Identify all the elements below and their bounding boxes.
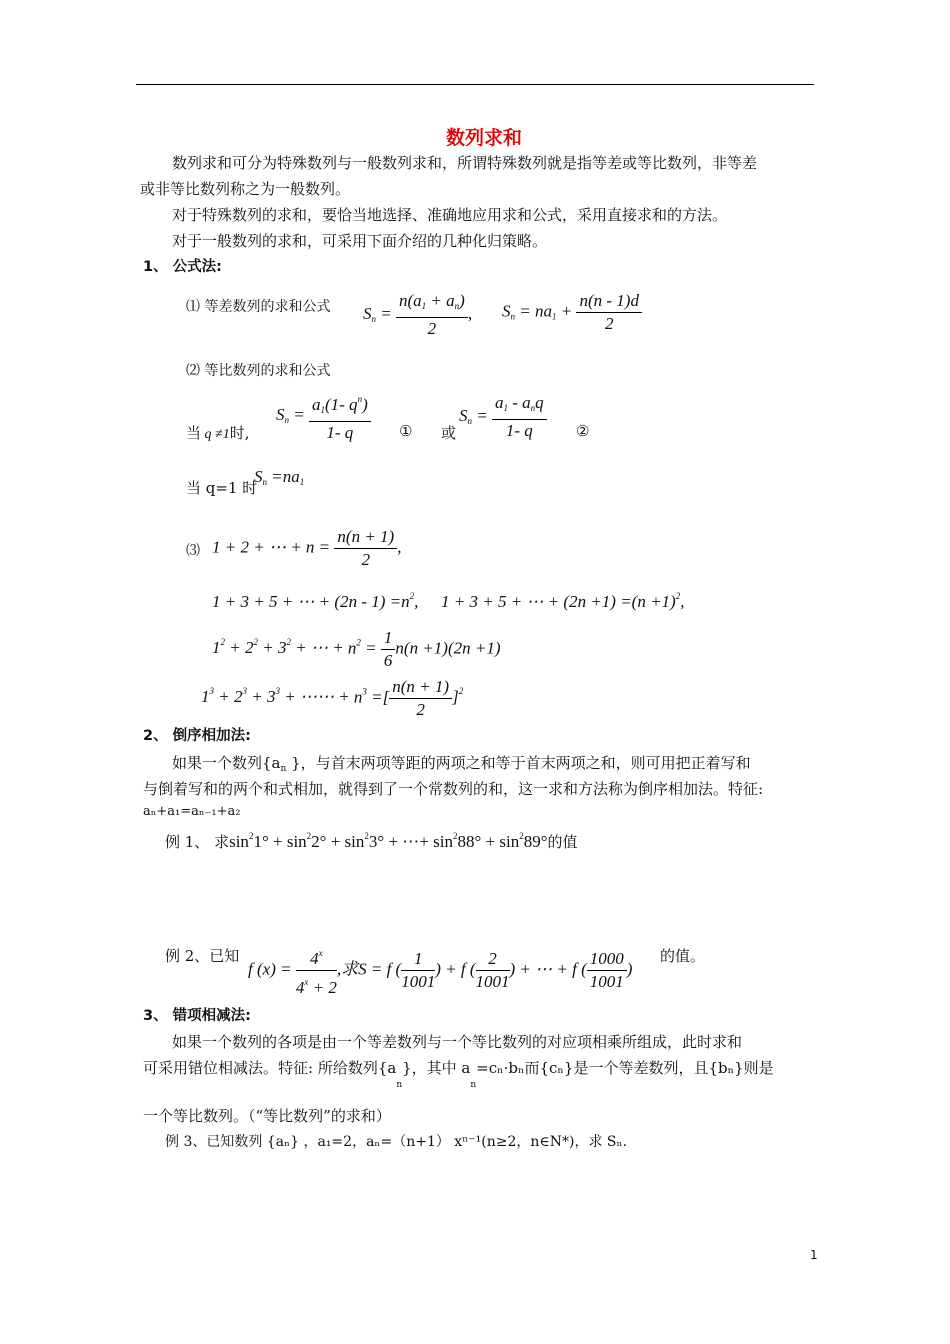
example-2-formula: f (x) = $\frac{4^x}{4^x + 2}$ ,求S = f ( $\frac{1}{1001}$ ) + f ( $\frac{2}{1001}$ ) + ⋯ + f ( $\frac{1000}{1001}$ ) bbox=[248, 942, 632, 999]
sum-of-squares-formula: $1^2 + 2^2 + 3^2$ + ⋯ + $n^2$ = $\frac{1}{6}$ n(n +1)(2n +1) bbox=[212, 628, 501, 670]
formula-mark-2: ② bbox=[576, 422, 590, 440]
arithmetic-sum-formula-1: $S_n$ = $\frac{n(a_1 + a_n)}{2}$ , bbox=[363, 291, 473, 338]
page-number: 1 bbox=[810, 1248, 818, 1262]
section-1-heading: 1、 公式法: bbox=[143, 259, 222, 275]
arithmetic-sum-label: ⑴ 等差数列的求和公式 bbox=[186, 299, 331, 315]
or-word: 或 bbox=[441, 424, 457, 442]
geometric-sum-q1-formula: $S_n =na_1$ bbox=[254, 467, 305, 487]
example-3: 例 3、已知数列 {aₙ} ，a₁=2，aₙ=（n+1） xⁿ⁻¹(n≥2，n∈N*)，求 Sₙ. bbox=[165, 1134, 628, 1150]
staggered-subtract-paragraph-line-3: 一个等比数列。（“等比数列”的求和） bbox=[143, 1107, 391, 1125]
arithmetic-sum-formula-2: $S_n = na_1$ + $\frac{n(n - 1)d}{2}$ bbox=[502, 290, 642, 335]
reverse-add-paragraph-line-1: 如果一个数列{$a_n$ }，与首末两项等距的两项之和等于首末两项之和，则可用把正着写和 bbox=[172, 754, 751, 774]
sum-of-cubes-formula: $1^3 + 2^3 + 3^3$ + ⋯⋯ + $n^3$ =[ $\frac{n(n + 1)}{2}$ ]$^2$ bbox=[201, 677, 464, 719]
intro-line-1: 数列求和可分为特殊数列与一般数列求和，所谓特殊数列就是指等差或等比数列，非等差 bbox=[172, 154, 758, 172]
example-2-label: 例 2、已知 bbox=[165, 947, 240, 965]
general-sequence-note: 对于一般数列的求和，可采用下面介绍的几种化归策略。 bbox=[172, 232, 548, 250]
intro-line-2: 或非等比数列称之为一般数列。 bbox=[140, 180, 351, 198]
special-sums-label: ⑶ bbox=[186, 543, 200, 559]
header-rule bbox=[136, 84, 814, 85]
sum-of-naturals-formula: 1 + 2 + ⋯ + n = $\frac{n(n + 1)}{2}$ , bbox=[212, 527, 402, 569]
geometric-sum-formula-1: $S_n$ = $\frac{a_1(1- q^n)}{1- q}$ bbox=[276, 388, 371, 444]
sum-of-odds-plus-formula: 1 + 3 + 5 + ⋯ + $(2n +1) =(n +1)^2$, bbox=[441, 591, 685, 611]
section-3-heading: 3、 错项相减法: bbox=[143, 1008, 251, 1024]
staggered-subtract-paragraph-line-1: 如果一个数列的各项是由一个等差数列与一个等比数列的对应项相乘所组成，此时求和 bbox=[172, 1033, 743, 1051]
case-q-equal-1-label: 当 q=1 时 bbox=[186, 479, 258, 497]
special-sequence-note: 对于特殊数列的求和，要恰当地选择、准确地应用求和公式，采用直接求和的方法。 bbox=[172, 206, 728, 224]
example-1: 例 1、 求$\sin^21^\circ + \sin^22^\circ + \sin^23^\circ$ + ⋯+ $\sin^288^\circ + \sin^289^\circ$的值 bbox=[165, 831, 578, 851]
section-2-heading: 2、 倒序相加法: bbox=[143, 728, 251, 744]
geometric-sum-label: ⑵ 等比数列的求和公式 bbox=[186, 363, 331, 379]
geometric-sum-formula-2: $S_n$ = $\frac{a_1 - a_nq}{1- q}$ bbox=[459, 392, 547, 442]
staggered-subtract-paragraph-line-2: 可采用错位相减法。特征: 所给数列$\{a_n\}$，其中 $a_n=c_n\cdot b_n$而{cₙ}是一个等差数列，且{bₙ}则是 bbox=[143, 1059, 774, 1090]
example-2-tail: 的值。 bbox=[660, 947, 706, 965]
reverse-add-feature: aₙ+a₁=aₙ₋₁+a₂ bbox=[143, 804, 241, 819]
page-title: 数列求和 bbox=[446, 127, 523, 149]
reverse-add-paragraph-line-2: 与倒着写和的两个和式相加，就得到了一个常数列的和，这一求和方法称为倒序相加法。特征: bbox=[143, 780, 764, 798]
formula-mark-1: ① bbox=[399, 422, 413, 440]
sum-of-odds-formula: 1 + 3 + 5 + ⋯ + $(2n - 1) =n^2$, bbox=[212, 591, 419, 611]
case-q-not-1-label: 当 q ≠1时, bbox=[186, 424, 250, 442]
